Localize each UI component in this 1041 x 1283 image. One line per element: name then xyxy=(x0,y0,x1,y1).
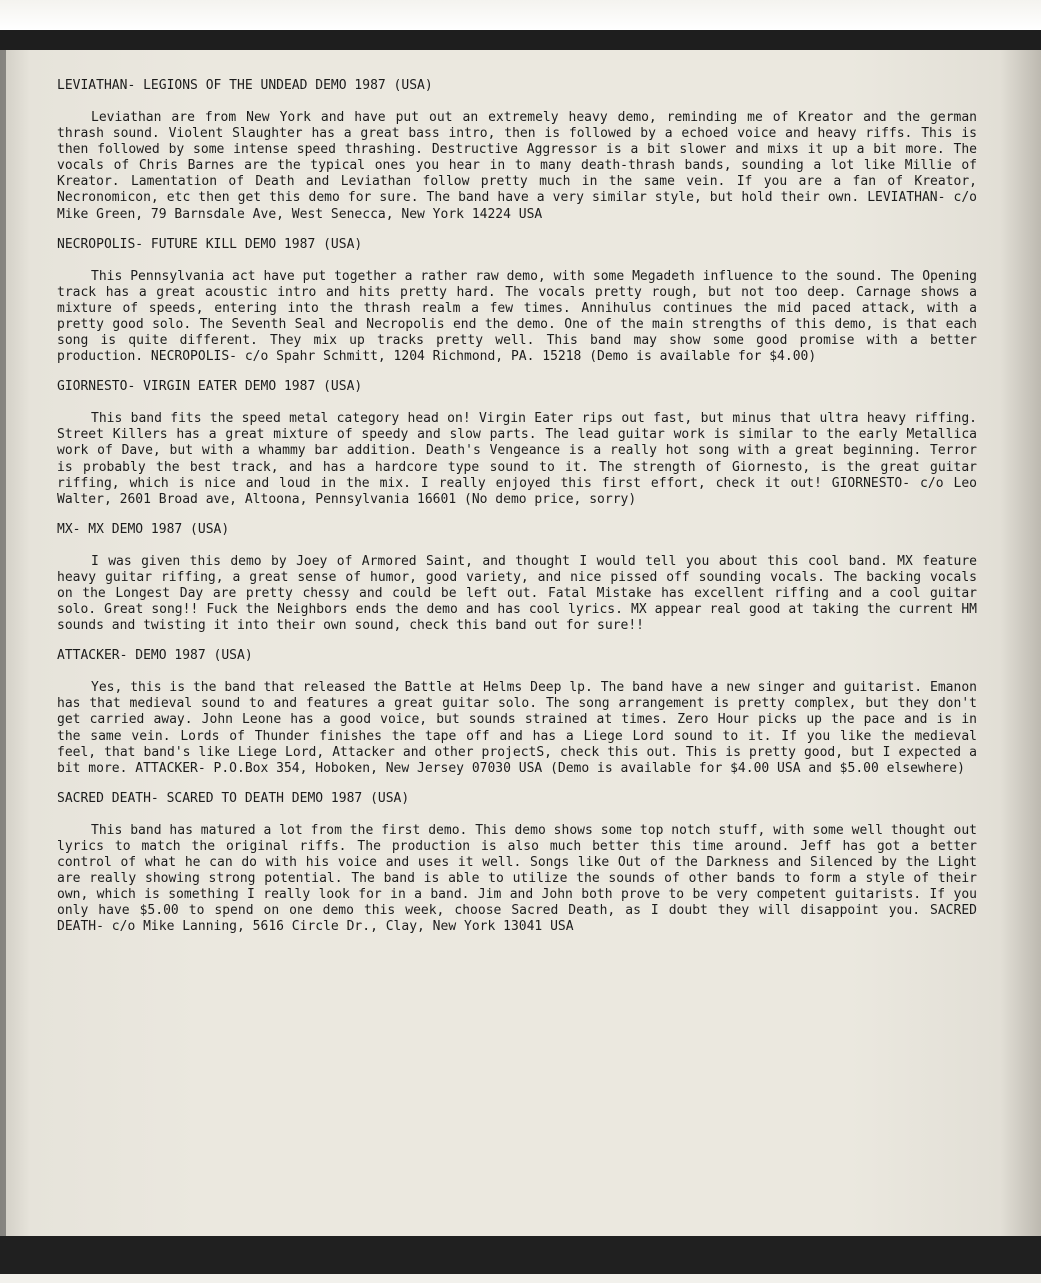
review-title: LEVIATHAN- LEGIONS OF THE UNDEAD DEMO 1987 (USA) xyxy=(57,78,433,93)
left-binding-edge xyxy=(0,50,6,1236)
review-title: MX- MX DEMO 1987 (USA) xyxy=(57,521,230,537)
review-body: Yes, this is the band that released the Battle at Helms Deep lp. The band have a new singer and guitarist. Emanon has that medieval sound to and features a great guitar solo. The song arrangement is pretty complex, but they don't get carried away. John Leone has a good voice, but sounds strained at times. Zero Hour picks up the pace and is in the same vein. Lords of Thunder finishes the tape off and has a Liege Lord sound to it. If you like the medieval feel, that band's like Liege Lord, Attacker and other projectS, check this out. This is pretty good, but I expected a bit more. ATTACKER- P.O.Box 354, Hoboken, New Jersey 07030 USA (Demo is available for $4.00 USA and $5.00 elsewhere) xyxy=(57,680,977,776)
review-title: GIORNESTO- VIRGIN EATER DEMO 1987 (USA) xyxy=(57,379,363,395)
review-body: I was given this demo by Joey of Armored Saint, and thought I would tell you about this cool band. MX feature heavy guitar riffing, a great sense of humor, good variety, and nice pissed off sounding vocals. The backing vocals on the Longest Day are pretty chessy and could be left out. Fatal Mistake has excellent riffing and a cool guitar solo. Great song!! Fuck the Neighbors ends the demo and has cool lyrics. MX appear real good at taking the current HM sounds and twisting it into their own sound, check this band out for sure!! xyxy=(57,553,977,634)
review-mx xyxy=(57,522,977,634)
top-margin xyxy=(0,0,1041,30)
review-body: This band has matured a lot from the first demo. This demo shows some top notch stuff, with some well thought out lyrics to match the original riffs. The production is also much better this time around. Jeff has got a better control of what he can do with his voice and uses it well. Songs like Out of the Darkness and Silenced by the Light are really showing strong potential. The band is able to utilize the sounds of other bands to form a style of their own, which is something I really look for in a band. Jim and John both prove to be very competent guitarists. If you only have $5.00 to spend on one demo this week, choose Sacred Death, as I doubt they will disappoint you. SACRED DEATH- c/o Mike Lanning, 5616 Circle Dr., Clay, New York 13041 USA xyxy=(57,822,977,935)
review-attacker xyxy=(57,648,977,777)
review-giornesto xyxy=(57,379,977,508)
review-leviathan xyxy=(57,78,977,223)
bottom-margin xyxy=(0,1274,1041,1283)
top-dark-bar xyxy=(0,30,1041,50)
reviews-column xyxy=(57,60,977,946)
review-body: Leviathan are from New York and have put out an extremely heavy demo, reminding me of Kreator and the german thrash sound. Violent Slaughter has a great bass intro, then is followed by a echoed voice and heavy riffs. This is then followed by some intense speed thrashing. Destructive Aggressor is a bit slower and mixs it up a bit more. The vocals of Chris Barnes are the typical ones you hear in to many death-thrash bands, sounding a lot like Millie of Kreator. Lamentation of Death and Leviathan follow pretty much in the same vein. If you are a fan of Kreator, Necronomicon, etc then get this demo for sure. The band have a very similar style, but hold their own. LEVIATHAN- c/o Mike Green, 79 Barnsdale Ave, West Senecca, New York 14224 USA xyxy=(57,110,977,222)
review-body: This band fits the speed metal category head on! Virgin Eater rips out fast, but minus that ultra heavy riffing. Street Killers has a great mixture of speedy and slow parts. The lead guitar work is similar to the early Metallica work of Dave, but with a whammy bar addition. Death's Vengeance is a really hot song with a great beginning. Terror is probably the best track, and has a hardcore type sound to it. The strength of Giornesto, is the great guitar riffing, which is nice and loud in the mix. I really enjoyed this first effort, check it out! GIORNESTO- c/o Leo Walter, 2601 Broad ave, Altoona, Pennsylvania 16601 (No demo price, sorry) xyxy=(57,411,977,507)
review-title: SACRED DEATH- SCARED TO DEATH DEMO 1987 (USA) xyxy=(57,790,410,806)
review-title: NECROPOLIS- FUTURE KILL DEMO 1987 (USA) xyxy=(57,236,363,252)
review-necropolis xyxy=(57,237,977,366)
review-title: ATTACKER- DEMO 1987 (USA) xyxy=(57,648,253,664)
review-body: This Pennsylvania act have put together a rather raw demo, with some Megadeth influence to the sound. The Opening track has a great acoustic intro and hits pretty hard. The vocals pretty rough, but not too deep. Carnage shows a mixture of speeds, entering into the thrash realm a few times. Annihulus continues the mid paced attack, with a pretty good solo. The Seventh Seal and Necropolis end the demo. One of the main strengths of this demo, is that each song is quite different. They mix up tracks pretty well. This band may show some good promise with a better production. NECROPOLIS- c/o Spahr Schmitt, 1204 Richmond, PA. 15218 (Demo is available for $4.00) xyxy=(57,268,977,365)
bottom-dark-bar xyxy=(0,1236,1041,1274)
review-sacred-death xyxy=(57,791,977,936)
